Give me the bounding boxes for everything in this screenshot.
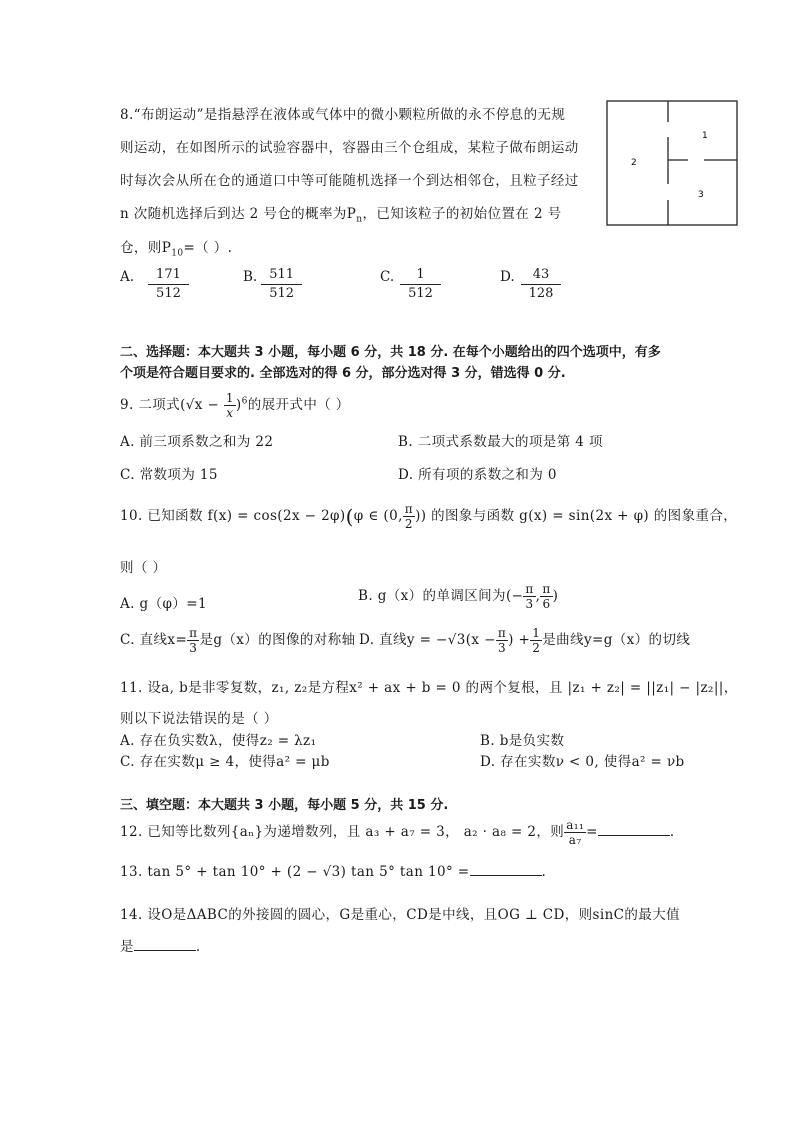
q11-stem: 11. 设a, b是非零复数，z₁, z₂是方程x² + ax + b = 0 的两个复根，且 |z₁ + z₂| = ||z₁| − |z₂||， — [120, 680, 738, 696]
q8-line5-tail: =（ ）. — [183, 240, 233, 256]
q9-exponent: 6 — [241, 396, 248, 407]
q8-option-c-den: 512 — [408, 286, 433, 301]
q10-option-d-den: 3 — [497, 641, 507, 655]
q14-line1: 14. 设O是ΔABC的外接圆的圆心，G是重心，CD是中线，且OG ⊥ CD，则sinC的最大值 — [120, 907, 681, 923]
section-2-line1: 二、选择题：本大题共 3 小题，每小题 6 分，共 18 分. 在每个小题给出的四个选项中，有多 — [120, 345, 661, 360]
q10-option-d-den2: 2 — [532, 641, 541, 655]
q8-option-b-num: 511 — [261, 266, 302, 285]
q10-option-b-f1-den: 3 — [525, 597, 534, 611]
q12-post: = — [586, 824, 598, 840]
q10-option-a: A. g（φ）=1 — [120, 596, 207, 612]
q12-pre: 12. 已知等比数列{aₙ}为递增数列，且 a₃ + a₇ = 3， a₂ · a₈ = 2，则 — [120, 824, 565, 840]
q13-pre: 13. tan 5° + tan 10° + (2 − √3) tan 5° tan 10° = — [120, 864, 470, 880]
q8-line5 — [120, 236, 232, 259]
q10-option-b-end: ) — [552, 588, 559, 604]
q10-option-c-pre: C. 直线x= — [120, 632, 188, 648]
q8-option-a-label: A. — [120, 269, 135, 285]
q13-stem — [120, 864, 546, 880]
q9-suffix: 的展开式中（ ） — [247, 397, 350, 413]
room-2-label: 2 — [631, 158, 637, 168]
q14-answer-blank[interactable] — [134, 950, 196, 951]
q8-option-b-den: 512 — [269, 286, 295, 301]
container-figure — [606, 100, 738, 226]
q9-option-c: C. 常数项为 15 — [120, 467, 218, 483]
q8-option-c-num: 1 — [400, 266, 441, 285]
q10-option-c-post: 是g（x）的图像的对称轴 — [199, 632, 356, 648]
q9-frac-den: x — [226, 406, 234, 420]
q12-end: . — [669, 824, 675, 840]
q10-option-b-text: B. g（x）的单调区间为(− — [358, 588, 524, 604]
q10-option-d-post: 是曲线y=g（x）的切线 — [542, 632, 691, 648]
q8-option-b-label: B. — [243, 269, 258, 285]
q12-den: a₇ — [568, 833, 582, 847]
q8-option-c-label: C. — [380, 269, 395, 285]
q11-option-b: B. b是负实数 — [480, 733, 565, 749]
q11-option-d: D. 存在实数ν < 0, 使得a² = νb — [480, 754, 685, 770]
q8-option-a — [120, 266, 189, 303]
q9-option-a: A. 前三项系数之和为 22 — [120, 434, 274, 450]
q10-option-b-f2-den: 6 — [542, 597, 551, 611]
q8-option-d-label: D. — [500, 269, 515, 285]
q10-option-c-den: 3 — [189, 641, 198, 655]
q10-option-b-f2-num: π — [542, 582, 551, 596]
section-2-line2: 个项是符合题目要求的. 全部选对的得 6 分，部分选对得 3 分，错选得 0 分. — [120, 366, 566, 381]
q8-option-b — [243, 266, 302, 303]
q10-stem2: 则（ ） — [120, 560, 167, 576]
q8-line4-sub: n — [356, 214, 363, 225]
q10-part2-den: 2 — [404, 517, 413, 531]
q8-line1: 8.“布朗运动”是指悬浮在液体或气体中的微小颗粒所做的永不停息的无规 — [120, 107, 566, 123]
q10-option-d-pre: D. 直线y = −√3(x − — [359, 632, 496, 648]
section-3-title: 三、填空题：本大题共 3 小题，每小题 5 分，共 15 分. — [120, 798, 449, 813]
q9-option-b: B. 二项式系数最大的项是第 4 项 — [398, 434, 603, 450]
q13-answer-blank[interactable] — [470, 875, 542, 876]
q11-stem2: 则以下说法错误的是（ ） — [120, 711, 278, 727]
q8-line2: 则运动，在如图所示的试验容器中，容器由三个仓组成，某粒子做布朗运动 — [120, 140, 579, 156]
q9-frac-num: 1 — [225, 391, 234, 405]
q10-option-d — [359, 626, 690, 655]
q13-end: . — [541, 864, 547, 880]
q8-option-d-num: 43 — [521, 266, 562, 285]
q8-option-a-den: 512 — [156, 286, 181, 301]
q10-stem: 10. 已知函数 f(x) = cos(2x − 2φ)(φ ∈ (0, $\frac{\pi}{2}$ )) 的图象与函数 g(x) = sin(2x + φ) 的图象重合， — [120, 502, 738, 531]
q11-option-c: C. 存在实数μ ≥ 4，使得a² = μb — [120, 754, 330, 770]
q8-line4-text: n 次随机选择后到达 2 号仓的概率为P — [120, 206, 357, 222]
q8-line3: 时每次会从所在仓的通道口中等可能随机选择一个到达相邻仓，且粒子经过 — [120, 173, 579, 189]
q8-option-d-den: 128 — [528, 286, 554, 301]
q10-part2-num: π — [404, 502, 414, 516]
q10-option-d-mid: ) + — [508, 632, 531, 648]
q14-line2-pre: 是 — [120, 939, 134, 955]
q9-option-d: D. 所有项的系数之和为 0 — [398, 467, 557, 483]
room-3-label: 3 — [698, 190, 704, 200]
figure-outer-wall — [607, 101, 737, 225]
q12-num: a₁₁ — [566, 818, 585, 832]
q12-stem — [120, 818, 675, 847]
q10-part2: φ ∈ (0, — [353, 508, 403, 524]
q8-line5-sub: 10 — [171, 248, 184, 259]
q10-option-d-num: π — [497, 626, 507, 640]
room-1-label: 1 — [702, 131, 708, 141]
q8-option-a-num: 171 — [148, 266, 189, 285]
q10-option-c-num: π — [189, 626, 198, 640]
q10-option-d-num2: 1 — [532, 626, 541, 640]
q8-option-d — [500, 266, 561, 303]
q9-prefix: 9. 二项式(√x − — [120, 397, 224, 413]
q11-option-a: A. 存在负实数λ，使得z₂ = λz₁ — [120, 733, 317, 749]
q10-part1: 10. 已知函数 f(x) = cos(2x − 2φ) — [120, 508, 346, 524]
q10-part3: )) 的图象与函数 g(x) = sin(2x + φ) 的图象重合， — [415, 508, 738, 524]
q14-line2 — [120, 935, 201, 955]
q10-option-c — [120, 626, 356, 655]
q10-option-b-f1-num: π — [525, 582, 534, 596]
q8-line4-tail: ，已知该粒子的初始位置在 2 号 — [362, 206, 562, 222]
q8-line4 — [120, 202, 562, 225]
q9-stem: 9. 二项式(√x − $\frac{1}{x}$ )$^6$的展开式中（ ） — [120, 391, 350, 420]
q14-line2-end: . — [195, 939, 201, 955]
q12-answer-blank[interactable] — [598, 835, 670, 836]
q8-option-c — [380, 266, 441, 303]
q8-line5-text: 仓，则P — [120, 240, 172, 256]
q10-option-b — [358, 582, 558, 611]
q10-option-b-mid: , — [535, 588, 541, 604]
